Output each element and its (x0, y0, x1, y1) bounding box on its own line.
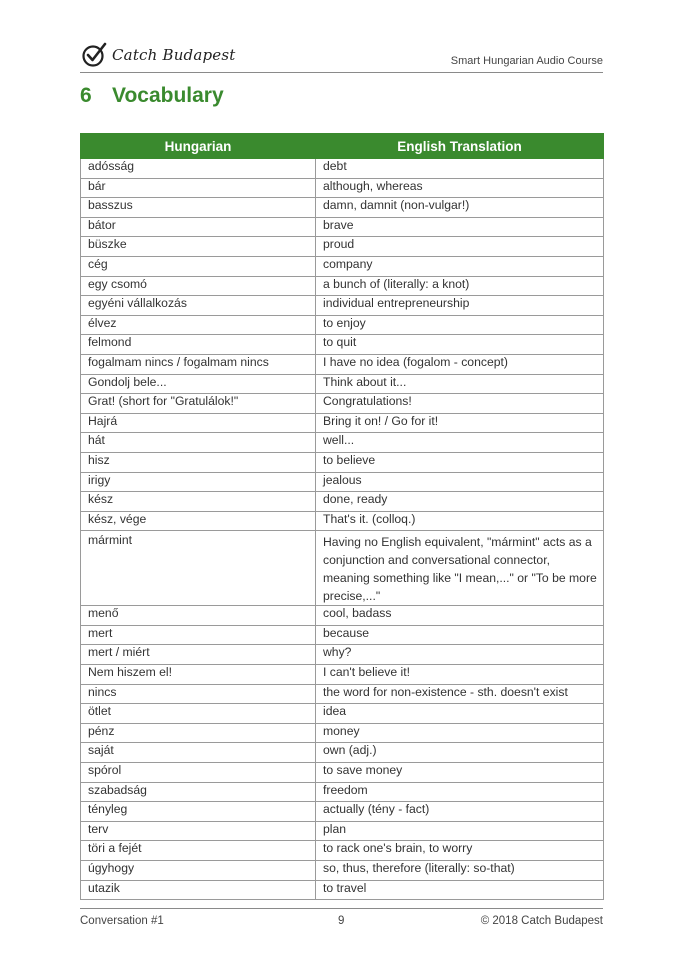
hungarian-term: menő (81, 606, 316, 626)
hungarian-term: úgyhogy (81, 861, 316, 881)
hungarian-term: Gondolj bele... (81, 374, 316, 394)
table-row (81, 880, 604, 900)
table-row (81, 217, 604, 237)
hungarian-term: pénz (81, 723, 316, 743)
table-row (81, 763, 604, 783)
table-row (81, 704, 604, 724)
table-row (81, 472, 604, 492)
logo (80, 41, 236, 69)
hungarian-term: mert / miért (81, 645, 316, 665)
table-row (81, 723, 604, 743)
table-row (81, 237, 604, 257)
english-translation: Congratulations! (316, 394, 604, 414)
english-translation: I can't believe it! (316, 665, 604, 685)
checkmark-logo-icon (80, 41, 108, 69)
hungarian-term: spórol (81, 763, 316, 783)
hungarian-term: utazik (81, 880, 316, 900)
hungarian-term: egy csomó (81, 276, 316, 296)
table-header-row (81, 134, 604, 159)
english-translation: to save money (316, 763, 604, 783)
english-translation: individual entrepreneurship (316, 296, 604, 316)
english-translation: brave (316, 217, 604, 237)
hungarian-term: töri a fejét (81, 841, 316, 861)
english-translation: jealous (316, 472, 604, 492)
table-row (81, 315, 604, 335)
section-heading (80, 84, 224, 108)
english-translation: debt (316, 159, 604, 179)
english-translation: cool, badass (316, 606, 604, 626)
english-translation: although, whereas (316, 178, 604, 198)
page-number: 9 (338, 915, 345, 927)
table-row (81, 354, 604, 374)
page-footer (80, 908, 603, 933)
hungarian-term: fogalmam nincs / fogalmam nincs (81, 354, 316, 374)
english-translation: to believe (316, 452, 604, 472)
english-translation: actually (tény - fact) (316, 802, 604, 822)
hungarian-term: ötlet (81, 704, 316, 724)
hungarian-term: terv (81, 821, 316, 841)
english-translation: because (316, 625, 604, 645)
table-row (81, 861, 604, 881)
column-header-hungarian: Hungarian (81, 134, 316, 159)
vocabulary-table (80, 133, 604, 900)
table-row (81, 821, 604, 841)
english-translation: so, thus, therefore (literally: so-that) (316, 861, 604, 881)
table-row (81, 665, 604, 685)
hungarian-term: nincs (81, 684, 316, 704)
table-row (81, 684, 604, 704)
english-translation: That's it. (colloq.) (316, 511, 604, 531)
table-row (81, 606, 604, 626)
table-row (81, 159, 604, 179)
table-row (81, 276, 604, 296)
table-row (81, 802, 604, 822)
hungarian-term: kész, vége (81, 511, 316, 531)
english-translation: why? (316, 645, 604, 665)
hungarian-term: élvez (81, 315, 316, 335)
english-translation: I have no idea (fogalom - concept) (316, 354, 604, 374)
table-row (81, 452, 604, 472)
section-title: Vocabulary (112, 84, 224, 107)
column-header-english: English Translation (316, 134, 604, 159)
section-number: 6 (80, 84, 92, 107)
table-row (81, 841, 604, 861)
english-translation: the word for non-existence - sth. doesn't exist (316, 684, 604, 704)
english-translation: proud (316, 237, 604, 257)
table-row (81, 198, 604, 218)
hungarian-term: basszus (81, 198, 316, 218)
table-row (81, 433, 604, 453)
table-row (81, 374, 604, 394)
table-row (81, 256, 604, 276)
english-translation: to enjoy (316, 315, 604, 335)
english-translation: Think about it... (316, 374, 604, 394)
hungarian-term: szabadság (81, 782, 316, 802)
table-row (81, 645, 604, 665)
english-translation: company (316, 256, 604, 276)
hungarian-term: egyéni vállalkozás (81, 296, 316, 316)
course-title: Smart Hungarian Audio Course (450, 55, 603, 67)
hungarian-term: hisz (81, 452, 316, 472)
footer-conversation-label: Conversation #1 (80, 915, 164, 927)
hungarian-term: saját (81, 743, 316, 763)
english-translation: Having no English equivalent, "mármint" acts as a conjunction and conversational connector, meaning something like "I mean,..." or "To be more precise,..." (316, 531, 604, 606)
english-translation: money (316, 723, 604, 743)
english-translation: idea (316, 704, 604, 724)
english-translation: own (adj.) (316, 743, 604, 763)
hungarian-term: bár (81, 178, 316, 198)
table-row (81, 492, 604, 512)
english-translation: Bring it on! / Go for it! (316, 413, 604, 433)
copyright-notice: © 2018 Catch Budapest (480, 915, 603, 927)
hungarian-term: cég (81, 256, 316, 276)
hungarian-term: mert (81, 625, 316, 645)
hungarian-term: tényleg (81, 802, 316, 822)
hungarian-term: mármint (81, 531, 316, 606)
english-translation: freedom (316, 782, 604, 802)
hungarian-term: Nem hiszem el! (81, 665, 316, 685)
table-row (81, 413, 604, 433)
hungarian-term: bátor (81, 217, 316, 237)
table-row (81, 394, 604, 414)
table-body (81, 159, 604, 900)
hungarian-term: hát (81, 433, 316, 453)
table-row (81, 178, 604, 198)
table-row (81, 625, 604, 645)
logo-text: Catch Budapest (112, 46, 236, 64)
hungarian-term: irigy (81, 472, 316, 492)
table-row (81, 511, 604, 531)
english-translation: to quit (316, 335, 604, 355)
english-translation: to travel (316, 880, 604, 900)
hungarian-term: kész (81, 492, 316, 512)
english-translation: done, ready (316, 492, 604, 512)
english-translation: plan (316, 821, 604, 841)
hungarian-term: büszke (81, 237, 316, 257)
table-row (81, 782, 604, 802)
hungarian-term: felmond (81, 335, 316, 355)
table-row (81, 743, 604, 763)
english-translation: well... (316, 433, 604, 453)
table-row (81, 296, 604, 316)
page-header (80, 38, 603, 73)
english-translation: damn, damnit (non-vulgar!) (316, 198, 604, 218)
hungarian-term: adósság (81, 159, 316, 179)
table-row (81, 335, 604, 355)
english-translation: to rack one's brain, to worry (316, 841, 604, 861)
hungarian-term: Grat! (short for "Gratulálok!" (81, 394, 316, 414)
table-row (81, 531, 604, 606)
hungarian-term: Hajrá (81, 413, 316, 433)
english-translation: a bunch of (literally: a knot) (316, 276, 604, 296)
